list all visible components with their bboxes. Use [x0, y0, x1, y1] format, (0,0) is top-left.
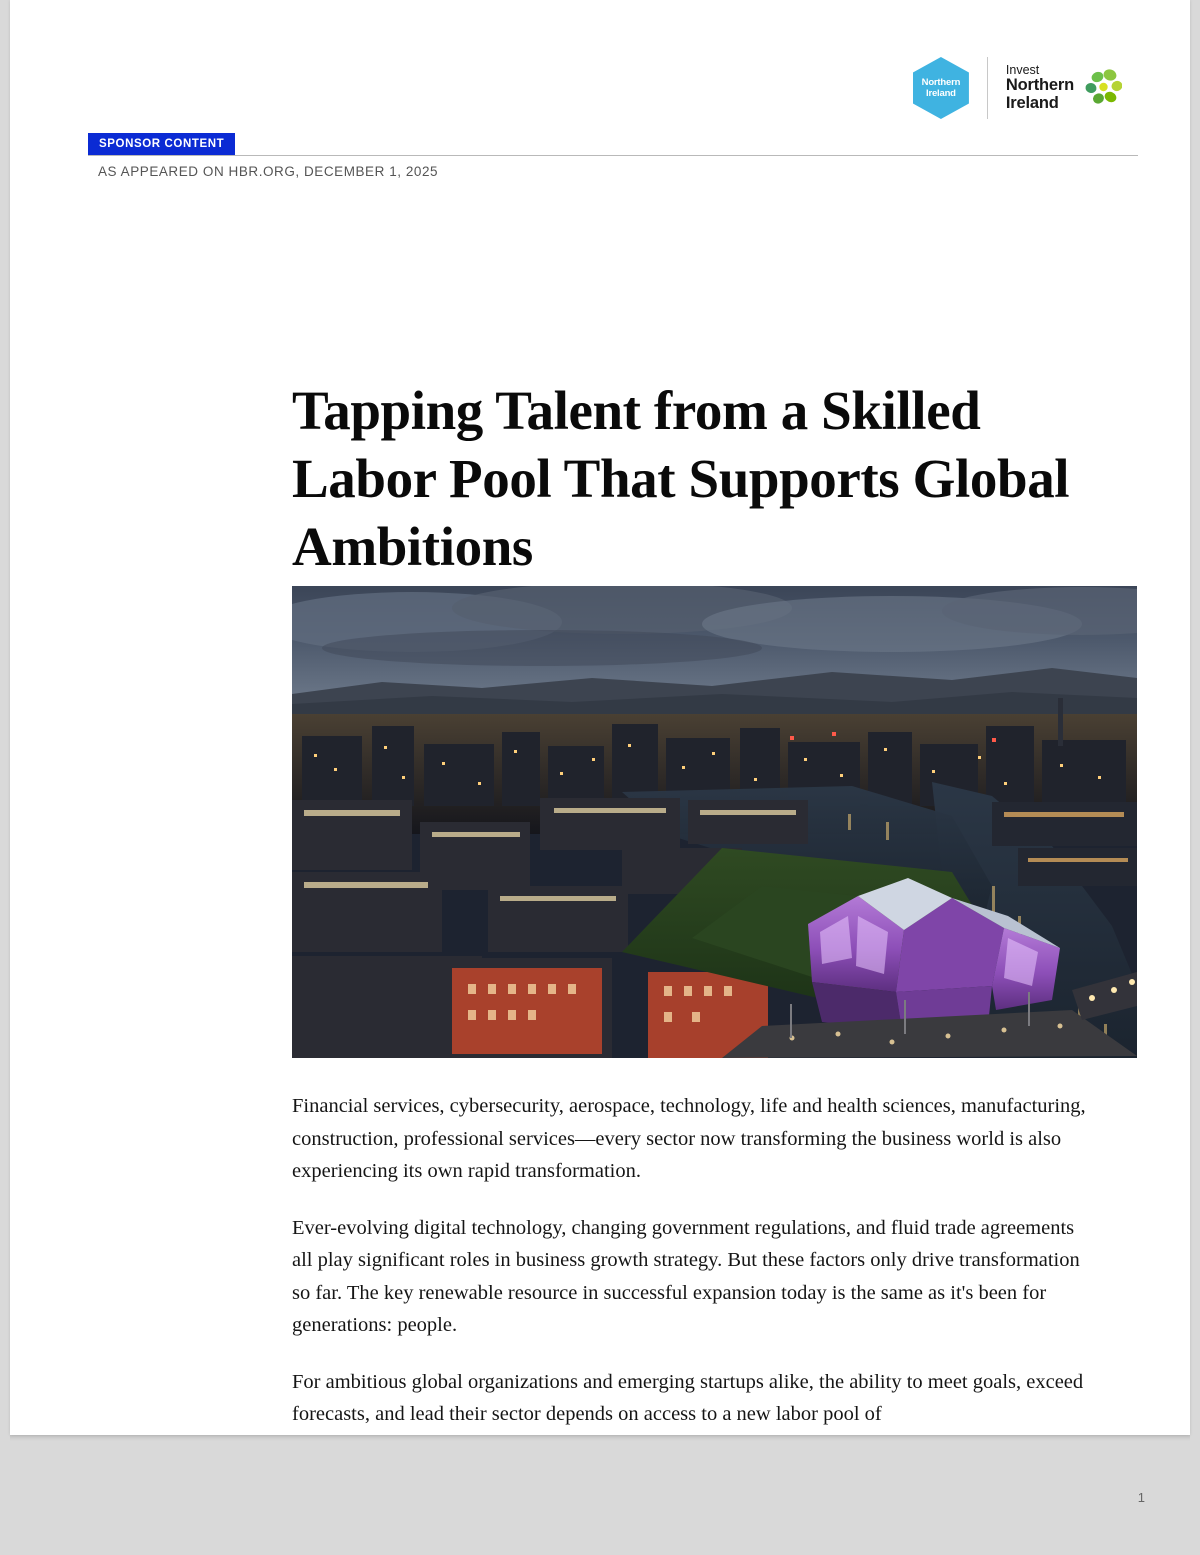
as-appeared-line: AS APPEARED ON HBR.ORG, DECEMBER 1, 2025: [98, 164, 439, 179]
page-number: 1: [1137, 1490, 1145, 1505]
hex-logo-line-1: Northern: [921, 77, 961, 88]
logo-lockup: [913, 52, 1122, 124]
document-page: [10, 0, 1190, 1435]
logo-divider: [987, 57, 988, 119]
invest-logo-line-3: Ireland: [1005, 93, 1059, 112]
invest-logo-line-1: Invest: [1005, 62, 1040, 77]
invest-northern-ireland-logo: [1006, 64, 1122, 112]
hex-logo-line-2: Ireland: [926, 88, 956, 99]
body-paragraph-1: Financial services, cybersecurity, aerospace, technology, life and health sciences, manufacturing, construction, professional services—every sector now transforming the business world is also experiencing its own rapid transformation.: [292, 1095, 1086, 1182]
northern-ireland-hex-logo-icon: [913, 57, 969, 119]
article-body: [292, 1090, 1098, 1455]
invest-logo-line-2: Northern: [1005, 76, 1074, 95]
header-divider: [88, 155, 1138, 156]
hero-image: [292, 586, 1137, 1058]
page-bottom-shadow: [10, 1435, 1190, 1441]
body-paragraph-2: Ever-evolving digital technology, changing government regulations, and fluid trade agreements all play significant roles in business growth strategy. But these factors only drive transformation so far. The key renewable resource in successful expansion today is the same as it's been for generations: people.: [292, 1216, 1080, 1336]
page-title: Tapping Talent from a Skilled Labor Pool That Supports Global Ambitions: [292, 379, 1070, 577]
flower-icon: [1084, 68, 1122, 108]
body-paragraph-3: For ambitious global organizations and emerging startups alike, the ability to meet goals, exceed forecasts, and lead their sector depends on access to a new labor pool of: [292, 1370, 1084, 1425]
sponsor-content-badge: SPONSOR CONTENT: [88, 133, 235, 156]
